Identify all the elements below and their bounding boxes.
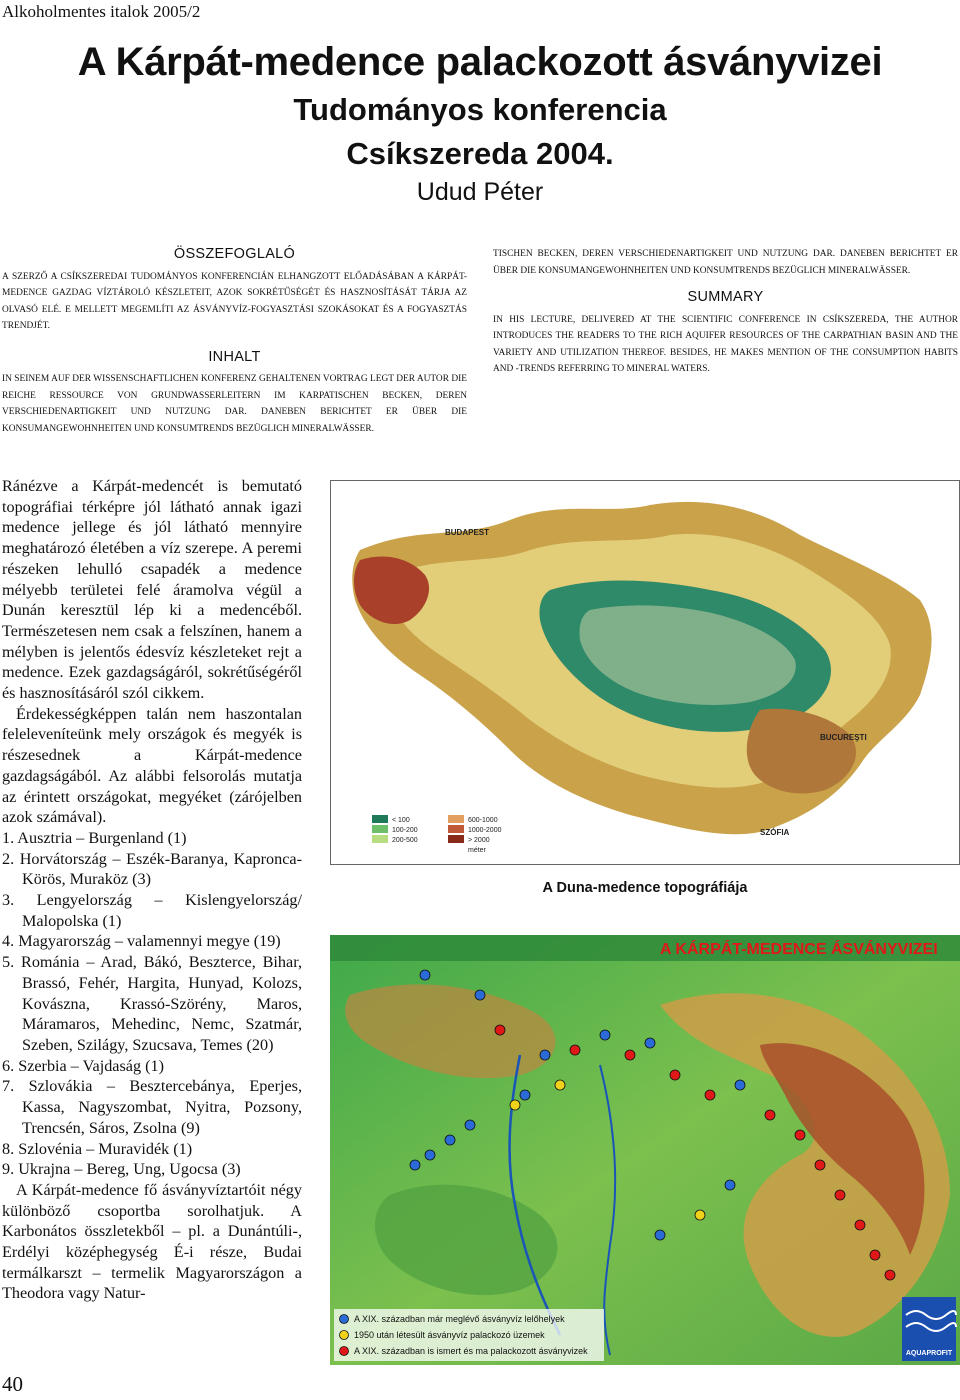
article-title: A Kárpát-medence palackozott ásványvizei [77,40,883,84]
spring-marker [795,1130,805,1140]
article-subtitle: Tudományos konferencia [293,92,667,127]
spring-marker [735,1080,745,1090]
article-subtitle-2: Csíkszereda 2004. [346,136,614,171]
journal-header: Alkoholmentes italok 2005/2 [2,2,201,21]
country-list-item: 4. Magyarország – valamennyi megye (19) [2,932,281,951]
country-list-item: 7. Szlovákia – Besztercebánya, Eperjes, Kassa, Nagyszombat, Nyitra, Pozsony, Trencsén, Sáros, Zsolna (9) [2,1077,302,1137]
legend-label-1: < 100 [392,817,410,824]
spring-marker [555,1080,565,1090]
legend-unit: méter [468,847,486,854]
legend-text-3: A XIX. században is ismert és ma palackozott ásványvizek [354,1346,588,1356]
abstract-left-column [2,246,467,434]
abstract-de-heading: INHALT [208,348,261,365]
spring-marker [725,1180,735,1190]
abstract-hu-text: A SZERZŐ A CSÍKSZEREDAI TUDOMÁNYOS KONFERENCIÁN ELHANGZOTT ELŐADÁSÁBAN A KÁRPÁT-MEDENCE GAZDAG VÍZTÁROLÓ KÉSZLETEIT, AZOK SOKRÉTŰSÉGÉT ÉS HASZNOSÍTÁSÁT TÁRJA AZ OLVASÓ ELÉ. E MELLETT MEGEMLÍTI AZ ÁSVÁNYVÍZ-FOGYASZTÁSI SZOKÁSOKAT ÉS A FOGYASZTÁS TRENDJÉT. [2,271,467,331]
spring-marker [425,1150,435,1160]
country-list-item: 1. Ausztria – Burgenland (1) [2,828,187,847]
spring-marker [695,1210,705,1220]
spring-marker [870,1250,880,1260]
spring-marker [420,970,430,980]
spring-marker [570,1045,580,1055]
country-list-item: 5. Románia – Arad, Bákó, Beszterce, Bihar, Brassó, Fehér, Hargita, Hunyad, Kolozs, Kovászna, Krassó-Szörény, Maros, Máramaros, Mehedinc, Nemc, Szatmár, Szeben, Szilágy, Szucsava, Temes (20) [2,953,302,1054]
body-paragraph-1: Ránézve a Kárpát-medencét is bemutató topográfiai térképre jól látható annak igazi medence jellege és jól látható mennyire meghatározó életében a víz szerepe. A peremi részeken lehulló csapadék a medence mélyebb területei felé áramolva végül a Dunán keresztül lép ki a medencéből. Természetesen nem csak a felszínen, hanem a mélyben is jelentős édesvíz készleteket rejt a medence. Ezek gazdagságáról, sokrétűségéről és hasznosításáról szól cikkem. [2,477,302,703]
legend-swatch-600-1000 [448,815,464,823]
country-list [2,828,302,1180]
author-name: Udud Péter [416,178,544,206]
spring-marker [410,1160,420,1170]
country-list-item: 6. Szerbia – Vajdaság (1) [2,1056,164,1075]
mineral-map-legend [334,1309,604,1361]
spring-marker [855,1220,865,1230]
body-text-column [2,476,302,1304]
spring-marker [465,1120,475,1130]
spring-marker [765,1110,775,1120]
body-paragraph-2: Érdekességképpen talán nem haszontalan feleleveníteünk mely országok és megyék is részesednek a Kárpát-medence gazdagságából. Az alábbi felsorolás mutatja az érintett országokat, megyéket (zárójelben azok számával). [2,704,302,827]
legend-swatch-gt2000 [448,835,464,843]
spring-marker [495,1025,505,1035]
spring-marker [520,1090,530,1100]
spring-marker [600,1030,610,1040]
spring-marker [655,1230,665,1240]
spring-marker [540,1050,550,1060]
legend-text-2: 1950 után létesült ásványvíz palackozó üzemek [354,1330,545,1340]
legend-swatch-100-200 [372,825,388,833]
spring-marker [625,1050,635,1060]
topography-map [330,480,960,865]
country-list-item: 2. Horvátország – Eszék-Baranya, Kapronca-Körös, Muraköz (3) [2,849,302,889]
map-label-budapest: BUDAPEST [445,528,490,537]
legend-label-6: > 2000 [468,837,490,844]
legend-label-3: 200-500 [392,837,418,844]
legend-marker-blue [340,1315,349,1324]
mineral-map-banner: A KÁRPÁT-MEDENCE ÁSVÁNYVIZEI [660,941,938,958]
spring-marker [510,1100,520,1110]
abstract-de-text: IN SEINEM AUF DER WISSENSCHAFTLICHEN KONFERENZ GEHALTENEN VORTRAG LEGT DER AUTOR DIE REICHE RESSOURCE VON GRUNDWASSERLEITERN IM KARPATISCHEN BECKEN, DEREN VERSCHIEDENARTIGKEIT UND NUTZUNG DAR. DANEBEN BERICHTET ER ÜBER DIE KONSUMANGEWOHNHEITEN UND KONSUMTRENDS BEZÜGLICH MINERALWÄSSER. [2,374,467,434]
spring-marker [835,1190,845,1200]
legend-marker-yellow [340,1331,349,1340]
legend-swatch-200-500 [372,835,388,843]
legend-marker-red [340,1347,349,1356]
spring-marker [445,1135,455,1145]
spring-marker [705,1090,715,1100]
map-label-szofia: SZÓFIA [760,828,790,837]
legend-swatch-1000-2000 [448,825,464,833]
spring-marker [885,1270,895,1280]
logo-text: AQUAPROFIT [905,1350,953,1357]
spring-marker [815,1160,825,1170]
legend-label-4: 600-1000 [468,817,498,824]
mineral-water-map [330,935,960,1365]
legend-label-5: 1000-2000 [468,827,502,834]
spring-marker [645,1038,655,1048]
country-list-item: 3. Lengyelország – Kislengyelország/ Malopolska (1) [2,891,302,930]
aquaprofit-logo [902,1297,956,1361]
abstract-de-continuation: TISCHEN BECKEN, DEREN VERSCHIEDENARTIGKEIT UND NUTZUNG DAR. DANEBEN BERICHTET ER ÜBER DIE KONSUMANGEWOHNHEITEN UND KONSUMTRENDS BEZÜGLICH MINERALWÄSSER. [493,249,958,276]
map-label-bucuresti: BUCUREŞTI [820,733,867,742]
figure1-caption: A Duna-medence topográfiája [542,880,748,896]
legend-text-1: A XIX. században már meglévő ásványvíz lelőhelyek [354,1314,565,1324]
spring-marker [670,1070,680,1080]
country-list-item: 8. Szlovénia – Muravidék (1) [2,1139,193,1158]
abstract-en-text: IN HIS LECTURE, DELIVERED AT THE SCIENTIFIC CONFERENCE IN CSÍKSZEREDA, THE AUTHOR INTRODUCES THE READERS TO THE RICH AQUIFER RESOURCES OF THE CARPATHIAN BASIN AND THE VARIETY AND UTILIZATION THEREOF. BESIDES, HE MAKES MENTION OF THE CONSUMPTION HABITS AND -TRENDS REFERRING TO MINERAL WATERS. [493,314,958,374]
spring-marker [475,990,485,1000]
page-number: 40 [2,1372,23,1396]
abstract-hu-heading: ÖSSZEFOGLALÓ [173,246,296,262]
abstract-en-heading: SUMMARY [687,289,764,305]
legend-swatch-lt100 [372,815,388,823]
legend-label-2: 100-200 [392,827,418,834]
abstract-right-column [493,246,958,388]
country-list-item: 9. Ukrajna – Bereg, Ung, Ugocsa (3) [2,1160,241,1179]
body-paragraph-3: A Kárpát-medence fő ásványvíztartóit négy különböző csoportba sorolhatjuk. A Karbonátos összletekből – pl. a Dunántúli-, Erdélyi középhegység É-i része, Budai termálkarszt – termelik Magyarországon a Theodora vagy Natur- [2,1180,302,1303]
